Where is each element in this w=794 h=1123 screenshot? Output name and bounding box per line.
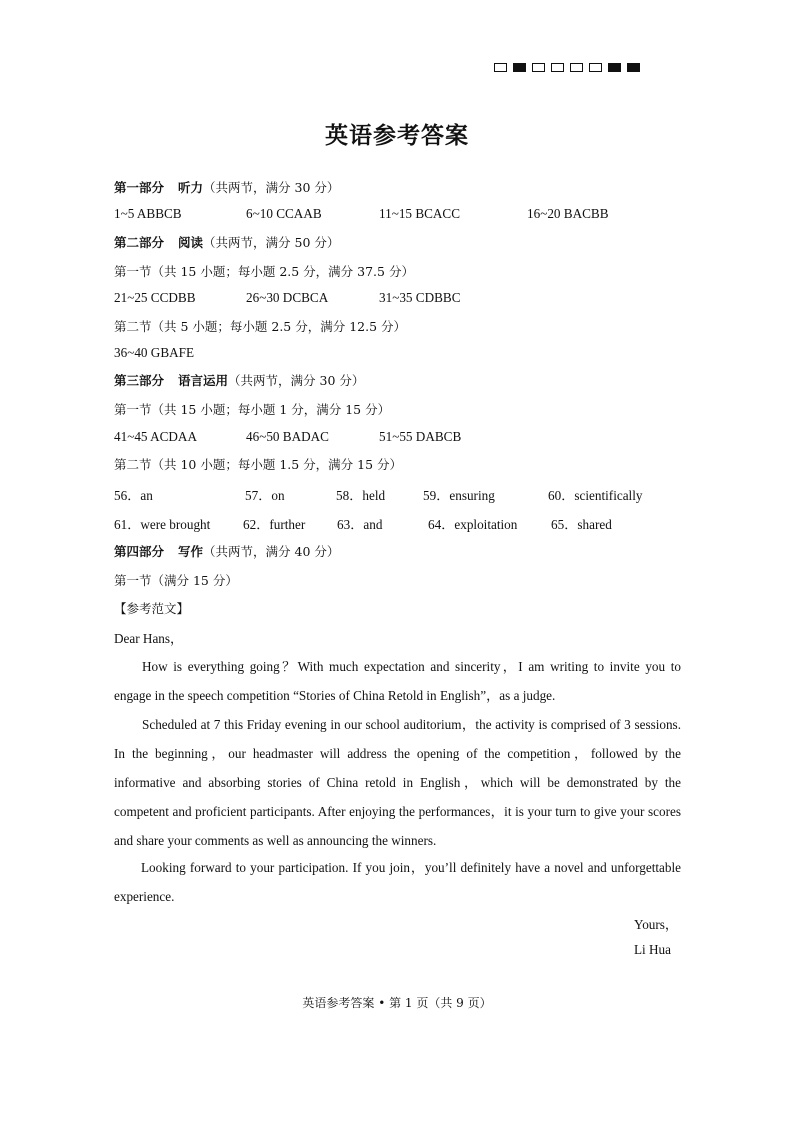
answer-group: 46~50 BADAC [246,429,329,444]
part3-heading [114,371,364,389]
letter-paragraph [114,652,681,710]
page-title: 英语参考答案 [325,122,469,149]
answer-group: 26~30 DCBCA [246,290,329,305]
part1-heading-label: 第一部分 [114,180,165,195]
fill-answer: 65．shared [551,517,612,532]
fill-answer: 62．further [243,517,306,532]
part3-note: （共两节，满分 30 分） [228,373,365,388]
answer-group: 51~55 DABCB [379,429,462,444]
fill-answer: 61．were brought [114,517,211,532]
fill-answer: 57．on [245,488,285,503]
letter-paragraph-text: Looking forward to your participation. If you join，you’ll definitely have a novel and unforgettable experience. [114,860,681,904]
mark-box-filled [513,63,526,72]
part4-subject: 写作 [178,544,204,559]
part4-heading [114,542,339,560]
page-footer: 英语参考答案 • 第 1 页（共 9 页） [302,996,492,1010]
part2-section1-note: 第一节（共 15 小题；每小题 2.5 分，满分 37.5 分） [114,264,414,279]
part1-subject: 听力 [178,180,204,195]
answer-group: 36~40 GBAFE [114,345,195,360]
part4-heading-label: 第四部分 [114,544,165,559]
mark-box-filled [608,63,621,72]
answer-group: 11~15 BCACC [379,206,461,221]
letter-paragraph [114,710,681,855]
fill-answer: 56．an [114,488,153,503]
mark-box-filled [627,63,640,72]
answer-group: 16~20 BACBB [527,206,609,221]
part3-heading-label: 第三部分 [114,373,165,388]
mark-box [551,63,564,72]
letter-paragraph [114,853,681,911]
part2-heading [114,233,339,251]
letter-closing: Yours， [634,917,679,932]
letter-greeting: Dear Hans， [114,631,184,646]
answer-group: 41~45 ACDAA [114,429,197,444]
part2-heading-label: 第二部分 [114,235,165,250]
fill-answer: 63．and [337,517,383,532]
answer-group: 1~5 ABBCB [114,206,182,221]
mark-box [589,63,602,72]
answer-group: 6~10 CCAAB [246,206,322,221]
part2-subject: 阅读 [178,235,204,250]
part1-heading [114,178,339,196]
part4-section1-note: 第一节（满分 15 分） [114,573,238,588]
part2-section2-note: 第二节（共 5 小题；每小题 2.5 分，满分 12.5 分） [114,319,407,334]
fill-answer: 59．ensuring [423,488,495,503]
part1-note: （共两节，满分 30 分） [203,180,340,195]
mark-box [570,63,583,72]
part2-note: （共两节，满分 50 分） [203,235,340,250]
letter-signature: Li Hua [634,942,671,957]
part4-note: （共两节，满分 40 分） [203,544,340,559]
fill-answer: 64．exploitation [428,517,518,532]
part3-subject: 语言运用 [178,373,229,388]
sample-essay-label: 【参考范文】 [114,601,190,616]
header-marks [494,63,640,72]
part3-section2-note: 第二节（共 10 小题；每小题 1.5 分，满分 15 分） [114,457,403,472]
part3-section1-note: 第一节（共 15 小题；每小题 1 分，满分 15 分） [114,402,391,417]
fill-answer: 58．held [336,488,386,503]
answer-group: 31~35 CDBBC [379,290,461,305]
fill-answer: 60．scientifically [548,488,643,503]
letter-paragraph-text: Scheduled at 7 this Friday evening in our school auditorium，the activity is comprised of 3 sessions. In the beginning，our headmaster will address the opening of the competition，followed by the informative and absorbing stories of China retold in English，which will be demonstrated by the competent and proficient participants. After enjoying the performances，it is your turn to give your scores and share your comments as well as announcing the winners. [114,717,681,848]
mark-box [532,63,545,72]
letter-paragraph-text: How is everything going？With much expectation and sincerity，I am writing to invite you to engage in the speech competition “Stories of China Retold in English”，as a judge. [114,659,681,703]
answer-group: 21~25 CCDBB [114,290,196,305]
mark-box [494,63,507,72]
